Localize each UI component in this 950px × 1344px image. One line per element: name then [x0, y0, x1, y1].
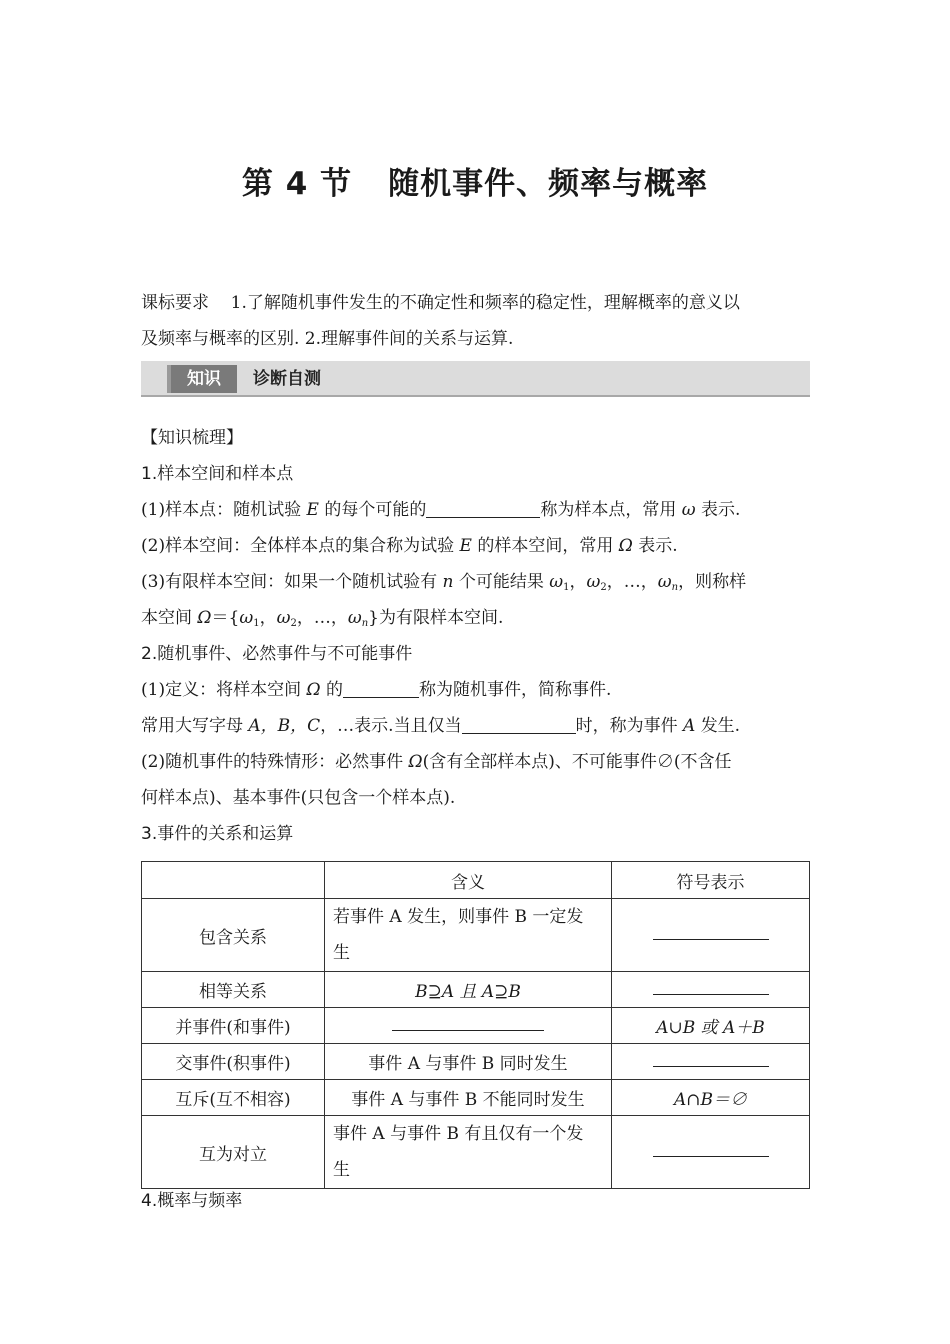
table-row: [142, 899, 810, 972]
relation-meaning: 事件 A 与事件 B 有且仅有一个发 生: [325, 1116, 612, 1189]
requirements-line2: 及频率与概率的区别. 2.理解事件间的关系与运算.: [141, 329, 514, 349]
fill-blank: [653, 925, 769, 940]
relation-symbol: [612, 899, 810, 972]
s2-p2: 常用大写字母 A，B，C，…表示.当且仅当 时，称为事件 A 发生.: [141, 708, 811, 744]
banner-knowledge-tab: 知识: [171, 365, 237, 393]
fill-blank: [462, 713, 576, 734]
section-name: 随机事件、频率与概率: [388, 166, 709, 202]
s2-title: 2.随机事件、必然事件与不可能事件: [141, 644, 413, 664]
s4-title: 4.概率与频率: [141, 1191, 243, 1211]
table-header-cell: 含义: [325, 862, 612, 899]
table-row: [142, 1080, 810, 1116]
table-header-cell: 符号表示: [612, 862, 810, 899]
fill-blank: [426, 497, 540, 518]
relation-meaning: 事件 A 与事件 B 不能同时发生: [325, 1080, 612, 1116]
relation-meaning: 事件 A 与事件 B 同时发生: [325, 1044, 612, 1080]
requirements-label: 课标要求: [141, 293, 209, 313]
table-row: [142, 1008, 810, 1044]
relation-symbol: A∪B 或 A＋B: [612, 1008, 810, 1044]
s3-title: 3.事件的关系和运算: [141, 824, 294, 844]
relation-name: 互斥(互不相容): [142, 1080, 325, 1116]
s2-p1: (1)定义：将样本空间 Ω 的 称为随机事件，简称事件.: [141, 672, 811, 708]
relation-name: 互为对立: [142, 1116, 325, 1189]
knowledge-body: [141, 420, 811, 852]
s1-title: 1.样本空间和样本点: [141, 464, 294, 484]
s1-p3-line2: 本空间 $\Omega=\{\omega_1$，$\omega_2$，…，$\omega_n$}为有限样本空间.: [141, 608, 504, 629]
s2-p3: (2)随机事件的特殊情形：必然事件 Ω(含有全部样本点)、不可能事件∅(不含任: [141, 752, 732, 772]
requirements-line1: 1.了解随机事件发生的不确定性和频率的稳定性，理解概率的意义以: [230, 293, 740, 313]
s1-p2: (2)样本空间：全体样本点的集合称为试验 E 的样本空间，常用 Ω 表示.: [141, 536, 678, 556]
table-row: [142, 972, 810, 1008]
relation-meaning: 若事件 A 发生，则事件 B 一定发 生: [325, 899, 612, 972]
fill-blank: [653, 980, 769, 995]
fill-blank: [653, 1052, 769, 1067]
relation-symbol: A∩B＝∅: [612, 1080, 810, 1116]
table-header-row: [142, 862, 810, 899]
knowledge-heading: 【知识梳理】: [141, 428, 243, 448]
fill-blank: [653, 1142, 769, 1157]
page-title: [0, 158, 950, 203]
relation-symbol: [612, 972, 810, 1008]
table-row: [142, 1044, 810, 1080]
s2-p3-line2: 何样本点)、基本事件(只包含一个样本点).: [141, 788, 456, 808]
relation-meaning: [325, 1008, 612, 1044]
curriculum-requirements: [141, 285, 811, 357]
fill-blank: [343, 677, 419, 698]
s1-p3: (3)有限样本空间：如果一个随机试验有 n 个可能结果 $\omega_1$，$\omega_2$，…，$\omega_n$，则称样: [141, 572, 747, 593]
table-header-cell: [142, 862, 325, 899]
banner-diagnosis-tab: 诊断自测: [253, 369, 321, 389]
section-banner: [141, 361, 810, 397]
section-number: 第 4 节: [241, 166, 353, 202]
event-relations-table: [141, 861, 810, 1189]
relation-symbol: [612, 1116, 810, 1189]
table-row: [142, 1116, 810, 1189]
s1-p1: (1)样本点：随机试验 E 的每个可能的 称为样本点，常用 ω 表示.: [141, 492, 811, 528]
relation-name: 交事件(积事件): [142, 1044, 325, 1080]
relation-name: 包含关系: [142, 899, 325, 972]
relation-name: 并事件(和事件): [142, 1008, 325, 1044]
relation-meaning: B⊇A 且 A⊇B: [325, 972, 612, 1008]
relation-name: 相等关系: [142, 972, 325, 1008]
relation-symbol: [612, 1044, 810, 1080]
fill-blank: [392, 1016, 544, 1031]
